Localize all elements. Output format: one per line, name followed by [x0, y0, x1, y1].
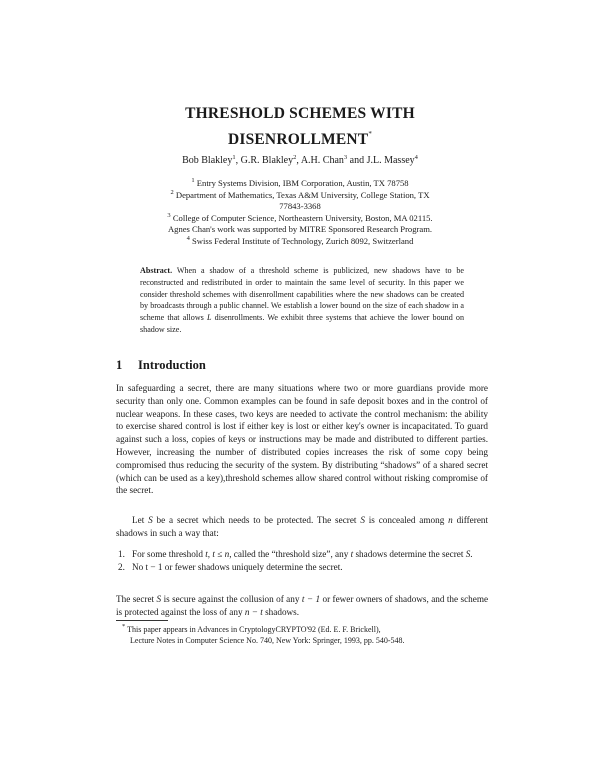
list-text: For some threshold — [132, 549, 203, 559]
affiliation-line — [100, 190, 500, 202]
author-4-sup: 4 — [414, 154, 418, 161]
author-1-sup: 1 — [232, 154, 236, 161]
footnote — [116, 624, 488, 646]
affiliation-line — [100, 236, 500, 248]
section-heading — [116, 357, 206, 373]
affiliation-text: Department of Mathematics, Texas A&M University, College Station, TX — [175, 189, 430, 200]
para3-text: The secret — [116, 594, 155, 604]
list-number: 2. — [118, 561, 125, 572]
paragraph-2 — [116, 514, 488, 540]
affiliation-line — [100, 213, 500, 225]
author-2-sup: 2 — [293, 154, 297, 161]
var-t: t — [350, 549, 354, 559]
list-number: 1. — [118, 549, 125, 559]
author-4: J.L. Massey — [366, 155, 415, 166]
abstract-text-a: When a shadow of a threshold scheme is publicized, new shadows have to be reconstructed and redistributed in order to maintain the same level of security. In this paper we consider threshold schemes with disenrollment capabilities where the new shadows can be created by broadcasts through a public channel. We establish a lower bound on the size of each shadow in a scheme that allows — [140, 266, 464, 323]
affiliation-line — [100, 178, 500, 190]
abstract-var-l: L — [206, 313, 212, 323]
affiliation-text: Entry Systems Division, IBM Corporation, Austin, TX 78758 — [196, 178, 409, 188]
title-footnote-mark: * — [368, 130, 373, 138]
footnote-rule — [116, 620, 168, 621]
abstract — [140, 265, 464, 336]
affiliation-line — [100, 201, 500, 213]
math-n-minus-t: n − t — [244, 606, 263, 617]
affiliation-text: College of Computer Science, Northeastern University, Boston, MA 02115. — [172, 212, 433, 223]
abstract-text-b: disenrollments. We exhibit three systems that achieve the lower bound on shadow size. — [140, 313, 464, 334]
affiliation-text: 77843-3368 — [279, 201, 321, 212]
footnote-line-1 — [116, 624, 488, 635]
para3-text: shadows. — [265, 606, 300, 617]
var-s: S — [360, 515, 365, 525]
para2-text: be a secret which needs to be protected. The secret — [156, 515, 357, 525]
affiliation-text: Swiss Federal Institute of Technology, Zurich 8092, Switzerland — [192, 235, 414, 246]
list-text: No t − 1 or fewer shadows uniquely determine the secret. — [132, 561, 343, 572]
list-item — [116, 561, 488, 574]
title-line-2-text: DISENROLLMENT — [227, 131, 369, 148]
para3-text: or fewer owners of shadows, and the scheme is protected against the loss of any — [116, 594, 489, 617]
affiliation-sup: 1 — [191, 177, 195, 184]
para2-text: is concealed among — [368, 515, 445, 525]
author-3: A.H. Chan — [300, 155, 344, 166]
author-and: and — [349, 155, 365, 166]
var-s: S — [465, 549, 471, 559]
paragraph-3 — [116, 593, 488, 619]
affiliation-text: Agnes Chan's work was supported by MITRE Sponsored Research Program. — [167, 224, 433, 235]
var-n: n — [448, 515, 453, 525]
author-3-sup: 3 — [343, 154, 348, 161]
paper-title — [0, 104, 600, 150]
title-line-1: THRESHOLD SCHEMES WITH — [185, 105, 415, 122]
footnote-line-2: Lecture Notes in Computer Science No. 740, New York: Springer, 1993, pp. 540-548. — [130, 636, 405, 645]
author-2: G.R. Blakley — [240, 155, 294, 166]
var-s: S — [148, 515, 153, 525]
math-t-minus-1: t − 1 — [301, 594, 321, 604]
affiliation-sup: 3 — [167, 211, 171, 219]
condition-list — [116, 548, 488, 574]
affiliation-sup: 4 — [186, 234, 190, 242]
list-text: . — [470, 549, 473, 559]
list-text: shadows determine the secret — [355, 549, 464, 559]
affiliation-line — [100, 224, 500, 236]
section-title: Introduction — [138, 358, 206, 372]
list-math: t, t ≤ n — [205, 549, 230, 559]
paragraph-1: In safeguarding a secret, there are many situations where two or more guardians provide more security than only one. Common examples can be found in safe deposit boxes and in the control of nuclear weapons. In these cases, two keys are needed to activate the control mechanism: the ability to exercise shared control is lost if either key is lost or either key's owner is incapacitated. To guard against such a loss, copies of keys or instructions may be made and distributed to different parties. However, increasing the number of distributed copies increases the risk of some copy being compromised thus reducing the security of the system. By distributing “shadows” of a shared secret (which can be used as a key),threshold schemes allow shared control without risking compromise of the secret. — [116, 383, 488, 496]
para3-text: is secure against the collusion of any — [163, 594, 300, 604]
section-number: 1 — [116, 358, 123, 372]
affiliations — [100, 178, 500, 248]
para2-text: different shadows in such a way that: — [116, 515, 489, 538]
affiliation-sup: 2 — [170, 188, 174, 196]
abstract-label: Abstract. — [140, 266, 173, 275]
footnote-text: This paper appears in Advances in CryptologyCRYPTO'92 (Ed. E. F. Brickell), — [127, 625, 381, 634]
title-line-2 — [0, 124, 600, 150]
list-text: , called the “threshold size”, any — [229, 549, 349, 559]
para2-text: Let — [132, 515, 145, 525]
author-1: Bob Blakley — [182, 155, 233, 166]
var-s: S — [156, 594, 162, 604]
list-item — [116, 548, 488, 561]
footnote-mark: * — [122, 623, 126, 630]
author-list: Bob Blakley$^1$, G.R. Blakley$^2$, A.H. Chan$^3$ and J.L. Massey$^4$ — [182, 154, 418, 166]
